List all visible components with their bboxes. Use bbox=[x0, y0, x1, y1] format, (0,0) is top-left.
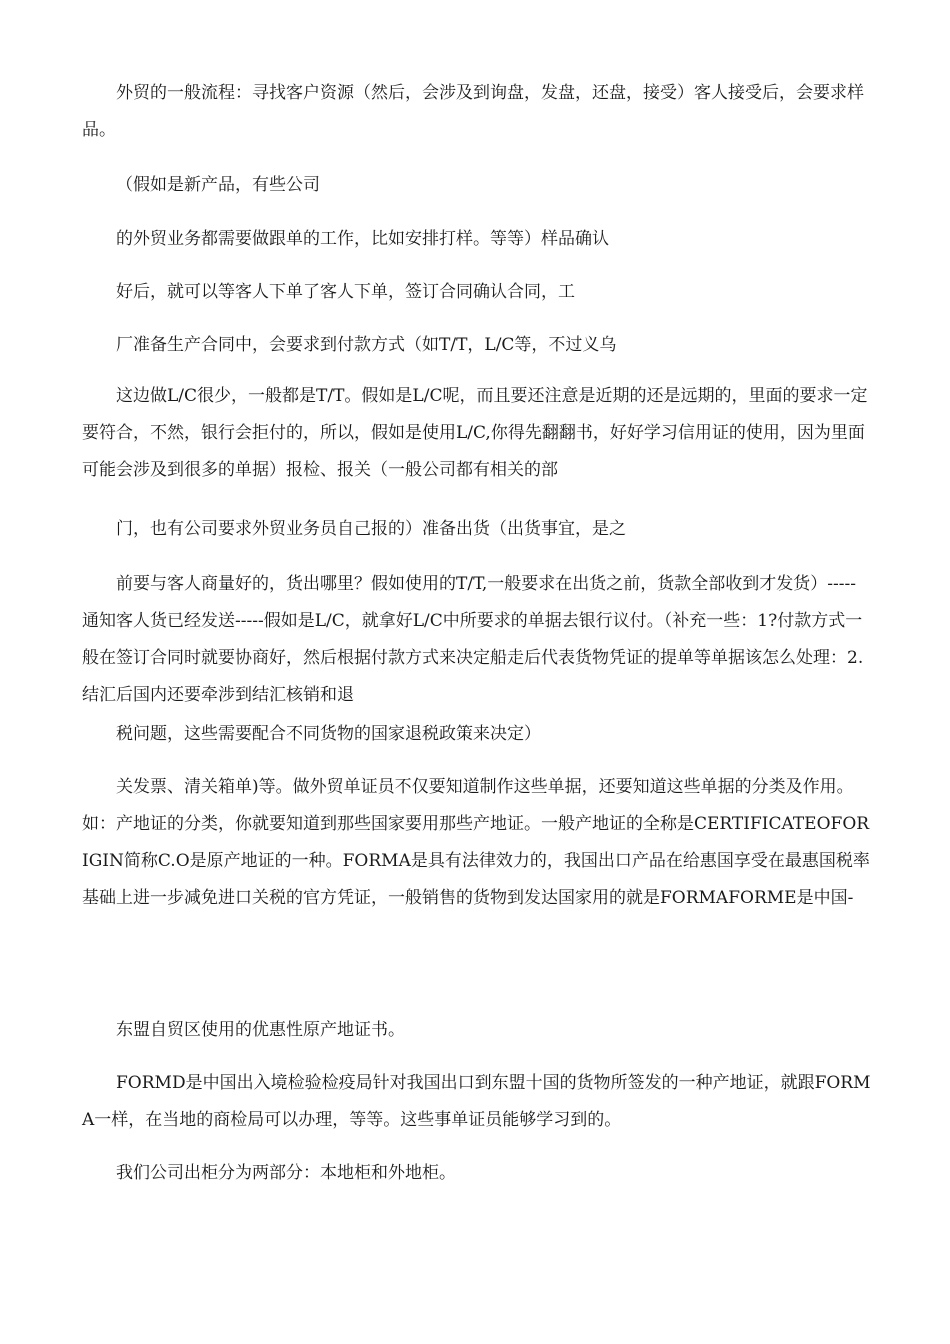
paragraph-10: 关发票、清关箱单)等。做外贸单证员不仅要知道制作这些单据，还要知道这些单据的分类及作用。如：产地证的分类，你就要知道到那些国家要用那些产地证。一般产地证的全称是CERTIFICATEOFORIGIN简称C.O是原产地证的一种。FORMA是具有法律效力的，我国出口产品在给惠国享受在最惠国税率基础上进一步减免进口关税的官方凭证，一般销售的货物到发达国家用的就是FORMAFORME是中国- bbox=[82, 777, 870, 908]
paragraph-5: 厂准备生产合同中，会要求到付款方式（如T/T，L/C等，不过义乌 bbox=[116, 335, 617, 355]
paragraph-9: 税问题，这些需要配合不同货物的国家退税政策来决定） bbox=[116, 724, 541, 744]
paragraph-4: 好后，就可以等客人下单了客人下单，签订合同确认合同，工 bbox=[116, 282, 575, 302]
paragraph-7: 门，也有公司要求外贸业务员自己报的）准备出货（出货事宜，是之 bbox=[116, 519, 626, 539]
paragraph-1: 外贸的一般流程：寻找客户资源（然后，会涉及到询盘，发盘，还盘，接受）客人接受后，会要求样品。 bbox=[82, 83, 864, 140]
paragraph-13: 我们公司出柜分为两部分：本地柜和外地柜。 bbox=[116, 1163, 456, 1183]
paragraph-11: 东盟自贸区使用的优惠性原产地证书。 bbox=[116, 1020, 405, 1040]
paragraph-6: 这边做L/C很少，一般都是T/T。假如是L/C呢，而且要还注意是近期的还是远期的，里面的要求一定要符合，不然，银行会拒付的，所以，假如是使用L/C,你得先翻翻书，好好学习信用证的使用，因为里面可能会涉及到很多的单据）报检、报关（一般公司都有相关的部 bbox=[82, 386, 868, 480]
paragraph-3: 的外贸业务都需要做跟单的工作，比如安排打样。等等）样品确认 bbox=[116, 229, 609, 249]
paragraph-12: FORMD是中国出入境检验检疫局针对我国出口到东盟十国的货物所签发的一种产地证，就跟FORMA一样，在当地的商检局可以办理，等等。这些事单证员能够学习到的。 bbox=[82, 1073, 871, 1130]
paragraph-8: 前要与客人商量好的，货出哪里？假如使用的T/T,一般要求在出货之前，货款全部收到才发货）-----通知客人货已经发送-----假如是L/C，就拿好L/C中所要求的单据去银行议付。（补充一些：1?付款方式一般在签订合同时就要协商好，然后根据付款方式来决定船走后代表货物凭证的提单等单据该怎么处理：2.结汇后国内还要牵涉到结汇核销和退 bbox=[82, 574, 864, 705]
paragraph-2: （假如是新产品，有些公司 bbox=[116, 175, 320, 195]
